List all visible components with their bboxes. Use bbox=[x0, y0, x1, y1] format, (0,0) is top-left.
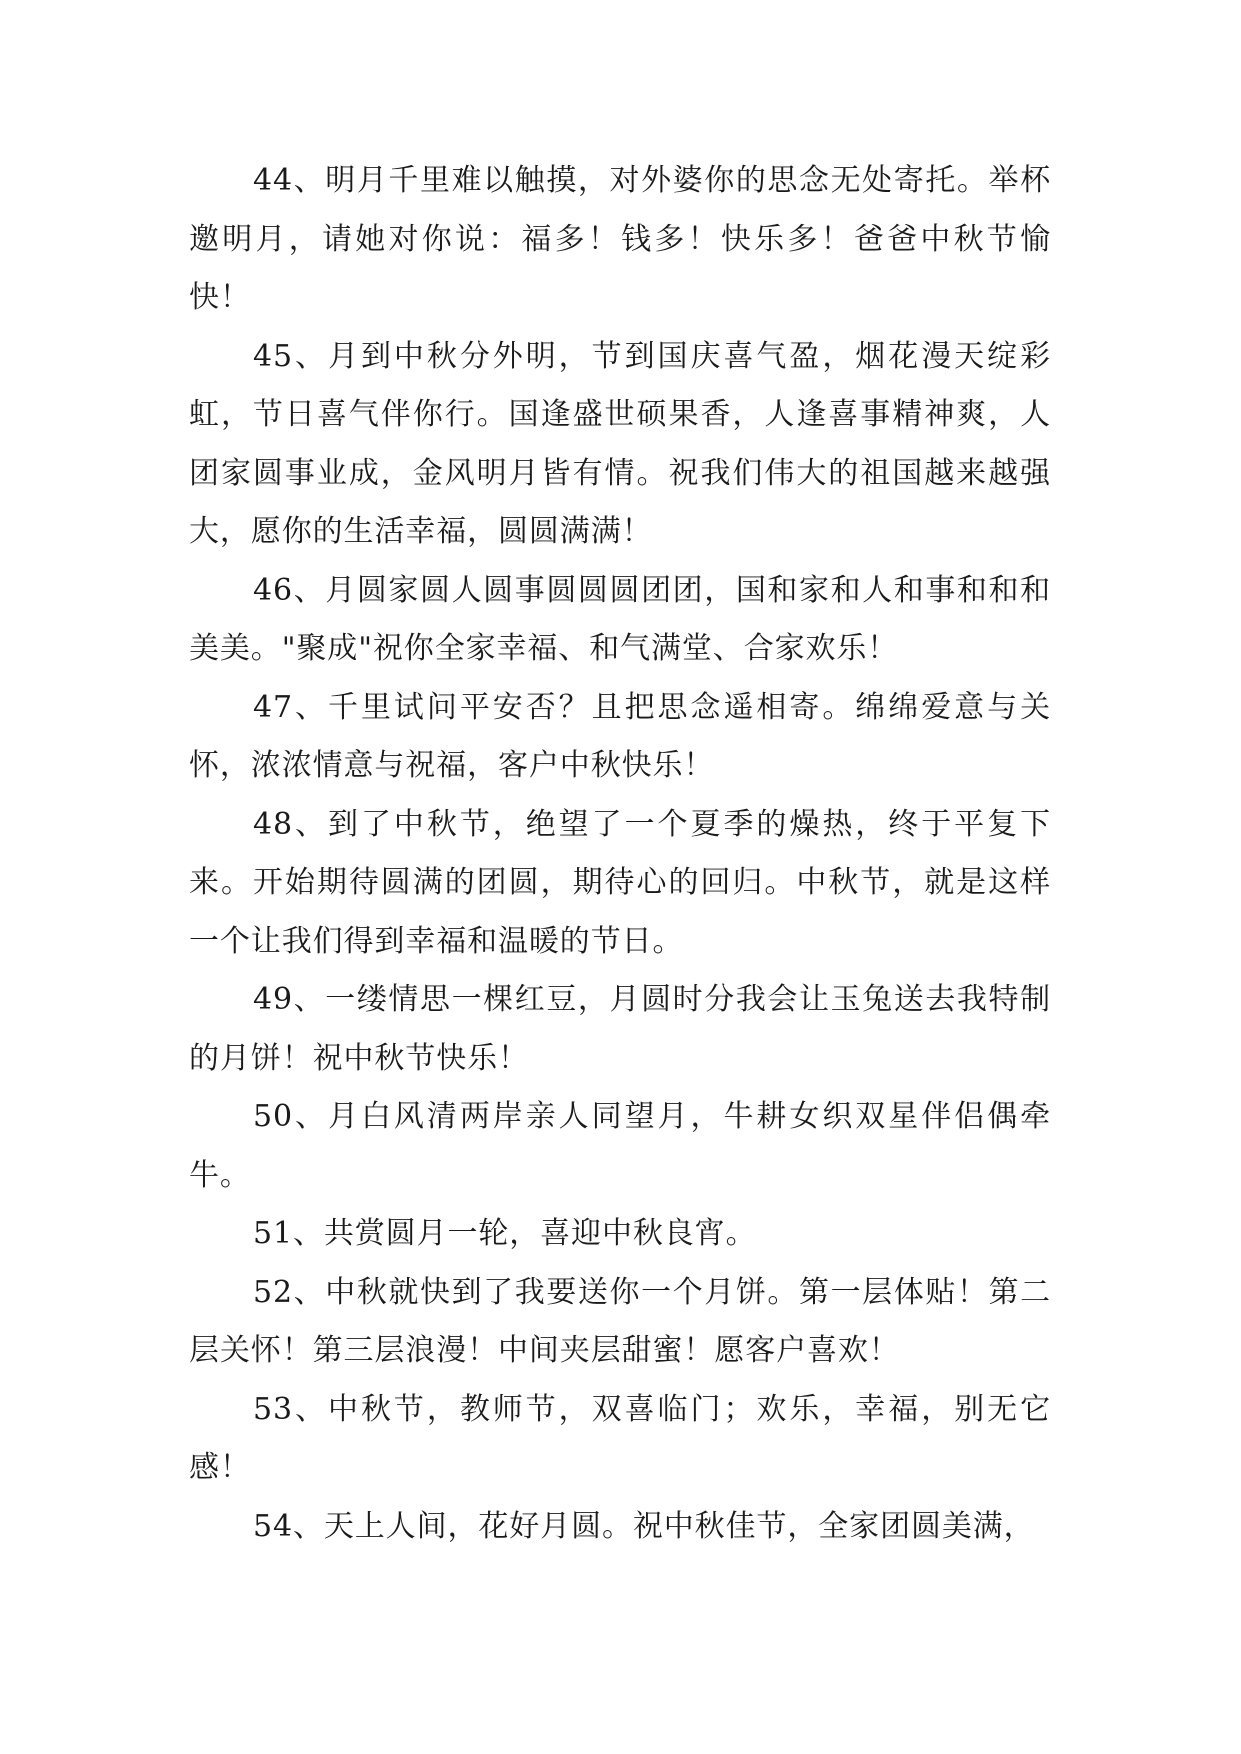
paragraph-54: 54、天上人间，花好月圆。祝中秋佳节，全家团圆美满， bbox=[253, 1508, 1035, 1544]
paragraph-47: 47、千里试问平安否？且把思念遥相寄。绵绵爱意与关怀，浓浓情意与祝福，客户中秋快乐！ bbox=[189, 689, 1051, 783]
paragraph-52: 52、中秋就快到了我要送你一个月饼。第一层体贴！第二层关怀！第三层浪漫！中间夹层甜蜜！愿客户喜欢！ bbox=[189, 1274, 1051, 1368]
paragraph-44: 44、明月千里难以触摸，对外婆你的思念无处寄托。举杯邀明月，请她对你说：福多！钱多！快乐多！爸爸中秋节愉快！ bbox=[189, 163, 1051, 315]
paragraph-45: 45、月到中秋分外明，节到国庆喜气盈，烟花漫天绽彩虹，节日喜气伴你行。国逢盛世硕果香，人逢喜事精神爽，人团家圆事业成，金风明月皆有情。祝我们伟大的祖国越来越强大，愿你的生活幸福，圆圆满满！ bbox=[189, 338, 1051, 549]
paragraph-50: 50、月白风清两岸亲人同望月，牛耕女织双星伴侣偶牵牛。 bbox=[189, 1099, 1051, 1193]
paragraph-53: 53、中秋节，教师节，双喜临门；欢乐，幸福，别无它感！ bbox=[189, 1391, 1051, 1485]
paragraph-46: 46、月圆家圆人圆事圆圆圆团团，国和家和人和事和和和美美。"聚成"祝你全家幸福、和气满堂、合家欢乐！ bbox=[189, 572, 1051, 666]
paragraph-49: 49、一缕情思一棵红豆，月圆时分我会让玉兔送去我特制的月饼！祝中秋节快乐！ bbox=[189, 982, 1051, 1076]
paragraph-48: 48、到了中秋节，绝望了一个夏季的燥热，终于平复下来。开始期待圆满的团圆，期待心的回归。中秋节，就是这样一个让我们得到幸福和温暖的节日。 bbox=[189, 806, 1051, 959]
paragraph-51: 51、共赏圆月一轮，喜迎中秋良宵。 bbox=[253, 1216, 757, 1251]
document-body bbox=[189, 152, 1051, 1556]
